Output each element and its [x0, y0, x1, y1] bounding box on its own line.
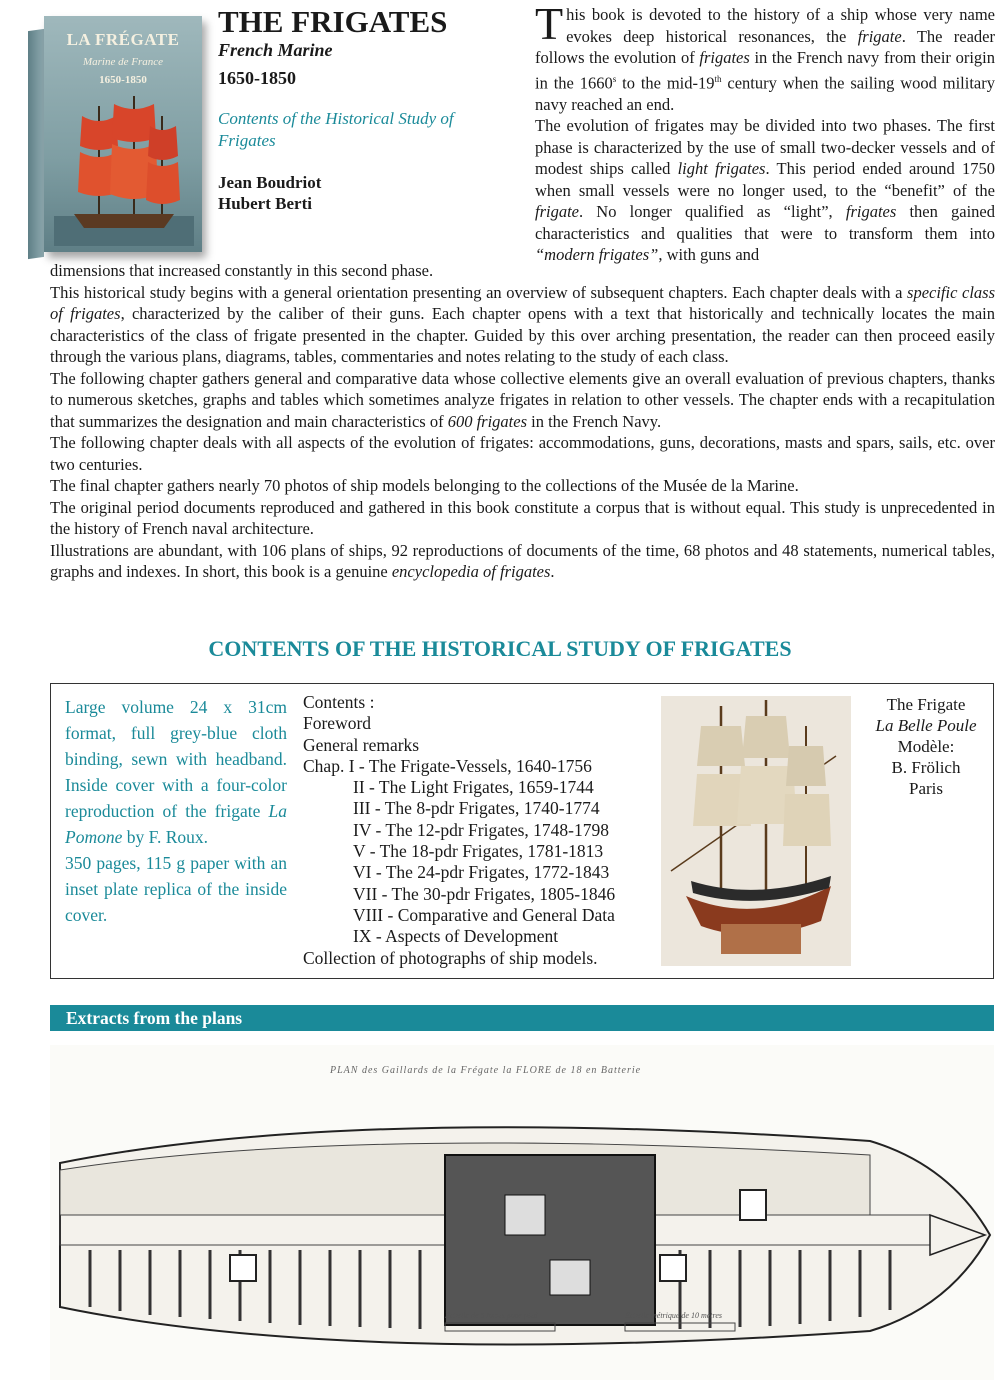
- extracts-banner: Extracts from the plans: [50, 1005, 994, 1031]
- ship-sails-icon: [54, 96, 194, 246]
- intro-paragraph-1: This book is devoted to the history of a ship whose very name evokes deep historical resonances, the frigate. The reader follows the evolution of frigates in the French navy from their origin in the 1660$^s$ to the mid-19th century when the sailing wood military navy reached an end.: [535, 0, 996, 114]
- table-of-contents: [303, 692, 615, 969]
- intro-paragraph-2: The evolution of frigates may be divided into two phases. The first phase is characterized by the use of small two-decker vessels and of modest ships called light frigates. This period ended around 1750 when small vessels were no longer used, to the “benefit” of the frigate. No longer qualified as “light”, frigates then gained characteristics and qualities that were to transform them into “modern frigates”, with guns and: [535, 116, 996, 264]
- toc-item: VI - The 24-pdr Frigates, 1772-1843: [353, 862, 610, 883]
- book-front: [44, 16, 202, 252]
- years: 1650-1850: [218, 68, 296, 88]
- book-spine: [28, 29, 44, 259]
- toc-item: V - The 18-pdr Frigates, 1781-1813: [353, 841, 604, 862]
- cover-subtitle: Marine de France: [82, 56, 164, 68]
- photo-caption: The Frigate La Belle Poule Modèle: B. Frölich Paris: [875, 695, 977, 798]
- cover-title: LA FRÉGATE: [66, 30, 180, 49]
- paragraph-5: The following chapter deals with all aspects of the evolution of frigates: accommodations, guns, decorations, masts and spars, sails, etc. over two centuries.: [50, 433, 995, 474]
- toc-item: III - The 8-pdr Frigates, 1740-1774: [353, 798, 600, 819]
- ship-model-photo: [661, 696, 851, 966]
- contents-tagline: Contents of the Historical Study of Frigates: [218, 109, 454, 150]
- author-name: Hubert Berti: [218, 194, 312, 213]
- toc-item: VIII - Comparative and General Data: [353, 904, 615, 925]
- drop-cap: T: [535, 0, 564, 49]
- scale-label-right: Echelle métrique de 10 mètres: [625, 1311, 723, 1320]
- book-cover-image: [18, 8, 210, 270]
- ship-plan-drawing: [50, 1045, 994, 1380]
- paragraph-6: The final chapter gathers nearly 70 photos of ship models belonging to the collections of the Musée de la Marine.: [50, 476, 799, 495]
- paragraph-4: The following chapter gathers general and comparative data whose collective elements give an overall evaluation of previous chapters, thanks to numerous sketches, graphs and tables which sometimes analyze frigates in relation to other vessels. The chapter ends with a recapitulation that summarizes the designation and main characteristics of 600 frigates in the French Navy.: [50, 368, 995, 431]
- toc-item: IX - Aspects of Development: [353, 926, 559, 947]
- toc-heading: Contents :: [303, 692, 375, 712]
- paragraph-7: The original period documents reproduced and gathered in this book constitute a corpus that is without equal. This study is unprecedented in the history of French naval architecture.: [50, 497, 995, 538]
- toc-item: IV - The 12-pdr Frigates, 1748-1798: [353, 819, 609, 840]
- paragraph-continuation: dimensions that increased constantly in this second phase.: [50, 261, 434, 280]
- body-text: [50, 260, 995, 583]
- page-title: THE FRIGATES: [218, 4, 448, 39]
- authors: [218, 172, 321, 214]
- paragraph-3: This historical study begins with a general orientation presenting an overview of subsequent chapters. Each chapter deals with a specific class of frigates, characterized by the caliber of their guns. Each chapter opens with a text that historically and technically locates the main characteristics of the class of frigate presented in the chapter. Guided by this over arching presentation, the reader can then proceed easily through the various plans, diagrams, tables, commentaries and notes relating to the study of each class.: [50, 282, 995, 366]
- plan-title: PLAN des Gaillards de la Frégate la FLORE de 18 en Batterie: [330, 1065, 642, 1076]
- cover-years: 1650-1850: [99, 74, 147, 86]
- scale-label-left: Echelle de 5 toises pour pied: [445, 1311, 538, 1320]
- deck-plan-icon: [50, 1045, 994, 1380]
- toc-item: Foreword: [303, 713, 372, 734]
- section-heading: CONTENTS OF THE HISTORICAL STUDY OF FRIGATES: [208, 636, 792, 661]
- intro-text: [535, 0, 996, 266]
- toc-item: General remarks: [303, 734, 420, 755]
- contents-box: [50, 683, 994, 979]
- toc-item: Collection of photographs of ship models.: [303, 947, 598, 968]
- author-name: Jean Boudriot: [218, 173, 322, 192]
- ship-model-icon: [661, 696, 851, 966]
- toc-item: Chap. I - The Frigate-Vessels, 1640-1756: [303, 755, 592, 776]
- subtitle: French Marine: [218, 40, 333, 60]
- book-specs: Large volume 24 x 31cm format, full grey-blue cloth binding, sewn with headband. Inside cover with a four-color reproduction of the frigate La Pomone by F. Roux. 350 pages, 115 g paper with an inset plate replica of the inside cover.: [65, 697, 287, 925]
- toc-item: II - The Light Frigates, 1659-1744: [353, 777, 594, 798]
- paragraph-8: Illustrations are abundant, with 106 plans of ships, 92 reproductions of documents of the time, 68 photos and 48 statements, numerical tables, graphs and indexes. In short, this book is a genuine encyclopedia of frigates.: [50, 540, 995, 581]
- toc-item: VII - The 30-pdr Frigates, 1805-1846: [353, 883, 616, 904]
